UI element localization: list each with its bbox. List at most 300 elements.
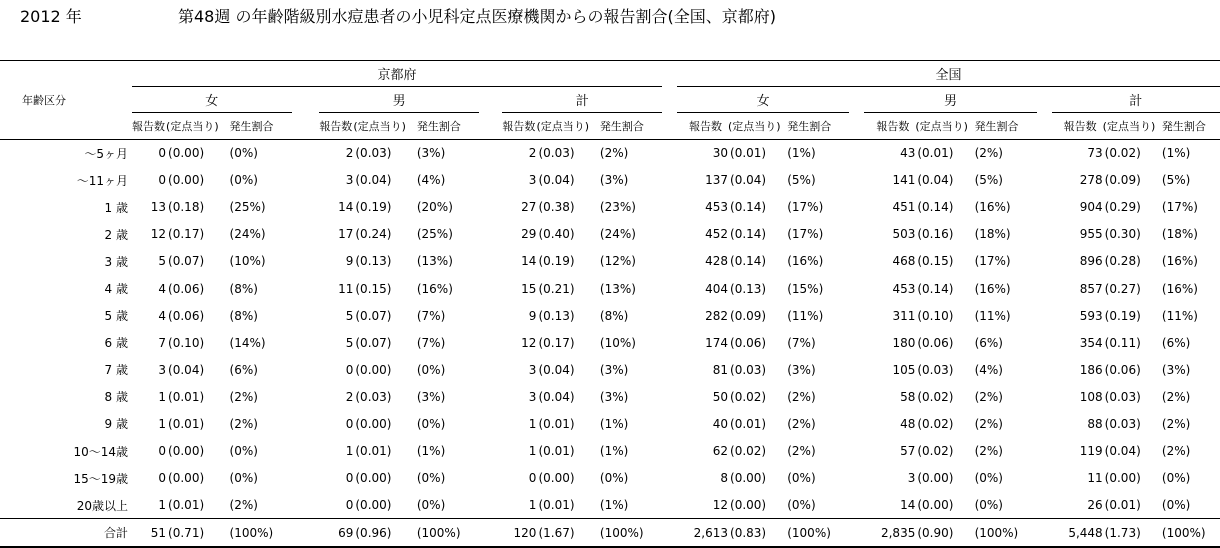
table-row [0, 329, 1220, 356]
col-header-per-site: (定点当り) [915, 120, 968, 133]
col-header-ratio: 発生割合 [1161, 120, 1206, 133]
sex-header-national-2: 計 [1052, 87, 1220, 113]
count-cell: 51 [132, 519, 166, 547]
per-site-cell: (0.06) [168, 281, 205, 296]
count-cell: 58 [900, 389, 916, 404]
ratio-cell: (23%) [599, 200, 636, 215]
ratio-cell: (1%) [599, 498, 629, 513]
table-row [0, 438, 1220, 465]
per-site-cell: (0.83) [728, 519, 781, 547]
count-cell: 3 [528, 173, 537, 188]
ratio-cell: (5%) [787, 173, 816, 188]
per-site-cell: (0.10) [168, 335, 205, 350]
per-site-cell: (0.90) [915, 519, 968, 547]
ratio-cell: (0%) [229, 173, 258, 188]
col-header-count: 報告数 [876, 120, 910, 133]
per-site-cell: (0.03) [355, 389, 392, 404]
per-site-cell: (0.03) [355, 146, 392, 161]
per-site-cell: (0.03) [1104, 389, 1141, 404]
ratio-cell: (0%) [229, 444, 258, 459]
title-year: 2012 年 [20, 7, 82, 26]
age-label: 3 歳 [104, 254, 128, 269]
ratio-cell: (3%) [599, 362, 629, 377]
ratio-cell: (100%) [411, 519, 479, 547]
age-label: 5 歳 [104, 309, 128, 324]
ratio-cell: (0%) [1161, 498, 1191, 513]
ratio-cell: (0%) [416, 416, 446, 431]
count-cell: 12 [712, 498, 729, 513]
per-site-cell: (0.04) [355, 173, 392, 188]
col-header-ratio: 発生割合 [599, 120, 644, 133]
per-site-cell: (0.01) [168, 416, 205, 431]
count-cell: 857 [1079, 281, 1103, 296]
per-site-cell: (0.00) [168, 146, 205, 161]
col-header-count: 報告数 [319, 120, 353, 133]
per-site-cell: (1.67) [536, 519, 593, 547]
count-cell: 43 [900, 146, 916, 161]
per-site-cell: (0.01) [168, 389, 205, 404]
per-site-cell: (0.06) [917, 335, 954, 350]
sex-header-national-0: 女 [677, 87, 849, 113]
per-site-cell: (0.00) [730, 498, 767, 513]
table-row [0, 383, 1220, 410]
count-cell: 12 [521, 335, 537, 350]
ratio-cell: (3%) [416, 389, 446, 404]
ratio-cell: (2%) [787, 444, 816, 459]
per-site-cell: (0.02) [730, 444, 767, 459]
count-cell: 26 [1087, 498, 1103, 513]
per-site-cell: (0.28) [1104, 254, 1141, 269]
count-cell: 453 [892, 281, 916, 296]
count-cell: 137 [705, 173, 729, 188]
per-site-cell: (0.14) [730, 200, 767, 215]
per-site-cell: (0.04) [1104, 444, 1141, 459]
ratio-cell: (13%) [416, 254, 453, 269]
ratio-cell: (2%) [974, 416, 1003, 431]
ratio-cell: (6%) [1161, 335, 1191, 350]
ratio-cell: (0%) [416, 362, 446, 377]
per-site-cell: (0.13) [355, 254, 392, 269]
count-cell: 2,835 [864, 519, 915, 547]
ratio-cell: (2%) [974, 389, 1003, 404]
age-label: 合計 [0, 519, 132, 547]
per-site-cell: (0.13) [730, 281, 767, 296]
per-site-cell: (0.00) [168, 471, 205, 486]
per-site-cell: (0.01) [538, 444, 575, 459]
col-header-per-site: (定点当り) [166, 120, 219, 133]
per-site-cell: (0.14) [917, 200, 954, 215]
count-cell: 503 [892, 227, 916, 242]
count-cell: 7 [158, 335, 167, 350]
ratio-cell: (4%) [416, 173, 446, 188]
sex-header-kyoto-0: 女 [132, 87, 292, 113]
count-cell: 1 [158, 498, 167, 513]
table-row [0, 275, 1220, 302]
ratio-cell: (0%) [787, 471, 816, 486]
table-row [0, 492, 1220, 519]
ratio-cell: (5%) [1161, 173, 1191, 188]
per-site-cell: (0.06) [1104, 362, 1141, 377]
count-cell: 119 [1079, 444, 1103, 459]
per-site-cell: (0.01) [355, 444, 392, 459]
count-cell: 404 [705, 281, 729, 296]
ratio-cell: (17%) [1161, 200, 1198, 215]
per-site-cell: (0.15) [917, 254, 954, 269]
count-cell: 453 [705, 200, 729, 215]
per-site-cell: (0.02) [917, 416, 954, 431]
count-cell: 88 [1087, 416, 1103, 431]
col-header-per-site: (定点当り) [1102, 120, 1156, 133]
count-cell: 5 [345, 308, 354, 323]
count-cell: 3 [907, 471, 916, 486]
per-site-cell: (0.00) [730, 471, 767, 486]
ratio-cell: (0%) [416, 498, 446, 513]
per-site-cell: (0.09) [730, 308, 767, 323]
count-cell: 3 [158, 362, 167, 377]
per-site-cell: (0.10) [917, 308, 954, 323]
ratio-cell: (100%) [1156, 519, 1220, 547]
per-site-cell: (0.00) [917, 471, 954, 486]
count-cell: 2,613 [677, 519, 728, 547]
count-cell: 904 [1079, 200, 1103, 215]
ratio-cell: (2%) [1161, 444, 1191, 459]
per-site-cell: (0.03) [730, 362, 767, 377]
count-cell: 9 [528, 308, 537, 323]
ratio-cell: (25%) [416, 227, 453, 242]
per-site-cell: (0.07) [168, 254, 205, 269]
ratio-cell: (15%) [787, 281, 824, 296]
ratio-cell: (2%) [599, 146, 629, 161]
count-cell: 29 [521, 227, 537, 242]
per-site-cell: (0.16) [917, 227, 954, 242]
ratio-cell: (1%) [599, 416, 629, 431]
col-header-count: 報告数 [1063, 120, 1097, 133]
count-cell: 69 [319, 519, 353, 547]
ratio-cell: (8%) [599, 308, 629, 323]
per-site-cell: (0.17) [168, 227, 205, 242]
count-cell: 8 [720, 471, 729, 486]
per-site-cell: (0.03) [917, 362, 954, 377]
per-site-cell: (0.00) [355, 471, 392, 486]
table-row [0, 410, 1220, 437]
count-cell: 0 [345, 416, 354, 431]
per-site-cell: (0.02) [917, 444, 954, 459]
ratio-cell: (2%) [787, 389, 816, 404]
age-label: 1 歳 [104, 200, 128, 215]
per-site-cell: (0.04) [730, 173, 767, 188]
count-cell: 50 [712, 389, 729, 404]
ratio-cell: (17%) [974, 254, 1011, 269]
age-label: 8 歳 [104, 390, 128, 405]
per-site-cell: (0.01) [1104, 498, 1141, 513]
ratio-cell: (5%) [974, 173, 1003, 188]
age-label: 〜11ヶ月 [76, 173, 128, 188]
age-label: 15〜19歳 [73, 471, 128, 486]
count-cell: 0 [345, 498, 354, 513]
per-site-cell: (0.01) [538, 498, 575, 513]
ratio-cell: (0%) [416, 471, 446, 486]
per-site-cell: (0.29) [1104, 200, 1141, 215]
ratio-cell: (16%) [787, 254, 824, 269]
sex-header-kyoto-2: 計 [502, 87, 662, 113]
count-cell: 1 [528, 498, 537, 513]
ratio-cell: (0%) [787, 498, 816, 513]
ratio-cell: (1%) [416, 444, 446, 459]
per-site-cell: (0.19) [1104, 308, 1141, 323]
count-cell: 1 [528, 416, 537, 431]
per-site-cell: (0.00) [168, 173, 205, 188]
count-cell: 3 [528, 389, 537, 404]
count-cell: 30 [712, 146, 729, 161]
per-site-cell: (0.21) [538, 281, 575, 296]
ratio-cell: (2%) [974, 444, 1003, 459]
per-site-cell: (0.04) [917, 173, 954, 188]
count-cell: 896 [1079, 254, 1103, 269]
per-site-cell: (0.04) [538, 389, 575, 404]
age-label: 9 歳 [104, 417, 128, 432]
count-cell: 108 [1079, 389, 1103, 404]
count-cell: 3 [528, 362, 537, 377]
per-site-cell: (0.17) [538, 335, 575, 350]
ratio-cell: (1%) [1161, 146, 1191, 161]
ratio-cell: (8%) [229, 281, 258, 296]
ratio-cell: (2%) [974, 146, 1003, 161]
ratio-cell: (16%) [416, 281, 453, 296]
ratio-cell: (3%) [787, 362, 816, 377]
ratio-cell: (2%) [787, 416, 816, 431]
ratio-cell: (2%) [1161, 416, 1191, 431]
count-cell: 2 [345, 389, 354, 404]
count-cell: 0 [158, 444, 167, 459]
per-site-cell: (0.07) [355, 335, 392, 350]
ratio-cell: (0%) [974, 498, 1003, 513]
ratio-cell: (2%) [1161, 389, 1191, 404]
col-header-ratio: 発生割合 [974, 120, 1019, 133]
ratio-cell: (6%) [229, 362, 258, 377]
age-label: 6 歳 [104, 336, 128, 351]
count-cell: 354 [1079, 335, 1103, 350]
per-site-cell: (0.02) [917, 389, 954, 404]
count-cell: 5 [158, 254, 167, 269]
count-cell: 468 [892, 254, 916, 269]
ratio-cell: (2%) [229, 498, 258, 513]
ratio-cell: (100%) [224, 519, 292, 547]
table-row [0, 194, 1220, 221]
ratio-cell: (25%) [229, 200, 266, 215]
ratio-cell: (100%) [969, 519, 1037, 547]
count-cell: 278 [1079, 173, 1103, 188]
per-site-cell: (0.04) [538, 173, 575, 188]
age-label: 2 歳 [104, 227, 128, 242]
per-site-cell: (0.24) [355, 227, 392, 242]
count-cell: 105 [892, 362, 916, 377]
col-header-ratio: 発生割合 [787, 120, 832, 133]
per-site-cell: (0.00) [917, 498, 954, 513]
per-site-cell: (0.18) [168, 200, 205, 215]
col-header-per-site: (定点当り) [536, 120, 590, 133]
ratio-cell: (6%) [974, 335, 1003, 350]
count-cell: 9 [345, 254, 354, 269]
ratio-cell: (0%) [229, 146, 258, 161]
per-site-cell: (0.30) [1104, 227, 1141, 242]
per-site-cell: (0.03) [1104, 416, 1141, 431]
ratio-cell: (4%) [974, 362, 1003, 377]
age-group-header: 年齢区分 [0, 61, 132, 140]
per-site-cell: (0.14) [917, 281, 954, 296]
count-cell: 174 [705, 335, 729, 350]
ratio-cell: (18%) [1161, 227, 1198, 242]
per-site-cell: (0.11) [1104, 335, 1141, 350]
age-label: 7 歳 [104, 363, 128, 378]
count-cell: 0 [345, 471, 354, 486]
per-site-cell: (0.14) [730, 227, 767, 242]
table-row [0, 167, 1220, 194]
ratio-cell: (17%) [787, 227, 824, 242]
count-cell: 14 [338, 200, 354, 215]
col-header-count: 報告数 [689, 120, 723, 133]
count-cell: 180 [892, 335, 916, 350]
per-site-cell: (0.40) [538, 227, 575, 242]
ratio-cell: (3%) [416, 146, 446, 161]
age-label: 〜5ヶ月 [84, 146, 128, 161]
count-cell: 141 [892, 173, 916, 188]
count-cell: 11 [338, 281, 354, 296]
region-header-national: 全国 [677, 61, 1220, 87]
count-cell: 955 [1079, 227, 1103, 242]
per-site-cell: (0.00) [355, 498, 392, 513]
ratio-cell: (18%) [974, 227, 1011, 242]
count-cell: 0 [158, 173, 167, 188]
ratio-cell: (7%) [787, 335, 816, 350]
ratio-cell: (24%) [599, 227, 636, 242]
count-cell: 593 [1079, 308, 1103, 323]
ratio-cell: (14%) [229, 335, 266, 350]
per-site-cell: (0.96) [353, 519, 410, 547]
count-cell: 0 [345, 362, 354, 377]
count-cell: 311 [892, 308, 916, 323]
ratio-cell: (16%) [974, 281, 1011, 296]
ratio-cell: (0%) [229, 471, 258, 486]
count-cell: 1 [158, 389, 167, 404]
count-cell: 1 [158, 416, 167, 431]
count-cell: 81 [712, 362, 729, 377]
col-header-count: 報告数 [502, 120, 536, 133]
count-cell: 17 [338, 227, 354, 242]
table-row [0, 356, 1220, 383]
ratio-cell: (16%) [1161, 281, 1198, 296]
table-row [0, 302, 1220, 329]
col-header-per-site: (定点当り) [728, 120, 781, 133]
ratio-cell: (3%) [1161, 362, 1191, 377]
count-cell: 451 [892, 200, 916, 215]
per-site-cell: (1.73) [1103, 519, 1156, 547]
count-cell: 282 [705, 308, 729, 323]
per-site-cell: (0.00) [1104, 471, 1141, 486]
ratio-cell: (11%) [974, 308, 1011, 323]
count-cell: 12 [150, 227, 167, 242]
col-header-ratio: 発生割合 [229, 120, 274, 133]
col-header-count: 報告数 [131, 120, 165, 133]
per-site-cell: (0.00) [168, 444, 205, 459]
count-cell: 0 [158, 146, 167, 161]
ratio-cell: (10%) [229, 254, 266, 269]
report-table [0, 60, 1220, 548]
ratio-cell: (3%) [599, 389, 629, 404]
ratio-cell: (0%) [974, 471, 1003, 486]
per-site-cell: (0.06) [730, 335, 767, 350]
age-label: 20歳以上 [76, 498, 128, 513]
title-text: 第48週 の年齢階級別水痘患者の小児科定点医療機関からの報告割合(全国、京都府) [178, 7, 776, 26]
per-site-cell: (0.00) [538, 471, 575, 486]
ratio-cell: (16%) [1161, 254, 1198, 269]
count-cell: 48 [900, 416, 916, 431]
per-site-cell: (0.01) [538, 416, 575, 431]
per-site-cell: (0.71) [166, 519, 223, 547]
ratio-cell: (20%) [416, 200, 453, 215]
ratio-cell: (100%) [781, 519, 849, 547]
ratio-cell: (11%) [1161, 308, 1198, 323]
count-cell: 11 [1087, 471, 1103, 486]
ratio-cell: (8%) [229, 308, 258, 323]
table-row [0, 248, 1220, 275]
count-cell: 1 [345, 444, 354, 459]
ratio-cell: (0%) [599, 471, 629, 486]
ratio-cell: (12%) [599, 254, 636, 269]
count-cell: 14 [521, 254, 537, 269]
ratio-cell: (7%) [416, 308, 446, 323]
sex-header-kyoto-1: 男 [319, 87, 479, 113]
count-cell: 73 [1087, 146, 1103, 161]
ratio-cell: (13%) [599, 281, 636, 296]
ratio-cell: (11%) [787, 308, 824, 323]
total-row [0, 519, 1220, 547]
per-site-cell: (0.03) [538, 146, 575, 161]
count-cell: 15 [521, 281, 537, 296]
per-site-cell: (0.38) [538, 200, 575, 215]
per-site-cell: (0.27) [1104, 281, 1141, 296]
table-row [0, 221, 1220, 248]
per-site-cell: (0.01) [730, 416, 767, 431]
ratio-cell: (24%) [229, 227, 266, 242]
per-site-cell: (0.14) [730, 254, 767, 269]
ratio-cell: (2%) [229, 416, 258, 431]
count-cell: 0 [158, 471, 167, 486]
count-cell: 5,448 [1052, 519, 1103, 547]
per-site-cell: (0.04) [168, 362, 205, 377]
ratio-cell: (1%) [787, 146, 816, 161]
per-site-cell: (0.01) [917, 146, 954, 161]
count-cell: 4 [158, 281, 167, 296]
ratio-cell: (100%) [594, 519, 662, 547]
count-cell: 14 [900, 498, 916, 513]
count-cell: 40 [712, 416, 729, 431]
per-site-cell: (0.02) [1104, 146, 1141, 161]
count-cell: 27 [521, 200, 537, 215]
ratio-cell: (7%) [416, 335, 446, 350]
region-header-kyoto: 京都府 [132, 61, 662, 87]
table-row [0, 140, 1220, 167]
ratio-cell: (10%) [599, 335, 636, 350]
per-site-cell: (0.19) [355, 200, 392, 215]
sex-header-national-1: 男 [864, 87, 1036, 113]
age-label: 10〜14歳 [73, 444, 128, 459]
per-site-cell: (0.07) [355, 308, 392, 323]
count-cell: 3 [345, 173, 354, 188]
per-site-cell: (0.04) [538, 362, 575, 377]
per-site-cell: (0.13) [538, 308, 575, 323]
per-site-cell: (0.19) [538, 254, 575, 269]
count-cell: 5 [345, 335, 354, 350]
